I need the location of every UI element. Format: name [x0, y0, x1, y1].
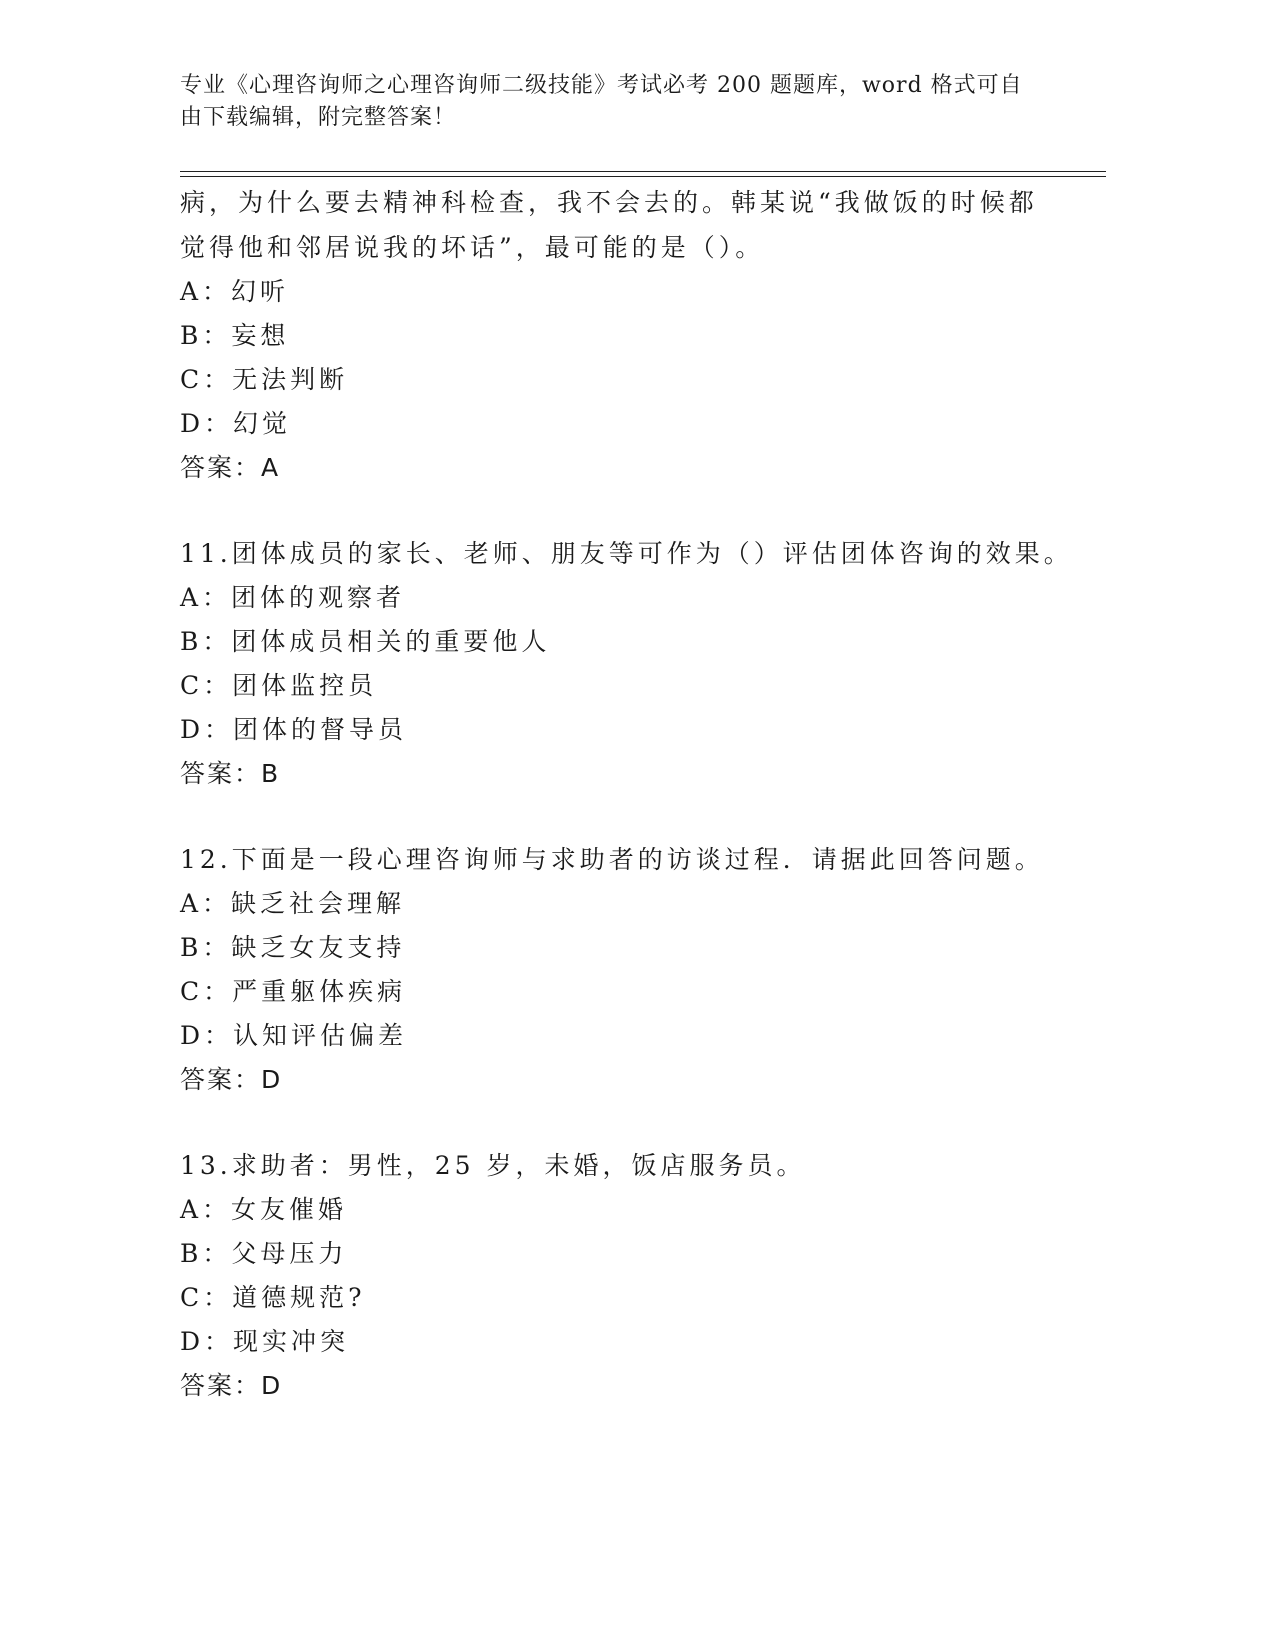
- question-block-continued: [180, 180, 1080, 490]
- option-c: C：严重躯体疾病: [180, 977, 407, 1006]
- question-stem: 12.下面是一段心理咨询师与求助者的访谈过程．请据此回答问题。: [180, 845, 1044, 874]
- option-b: B：父母压力: [180, 1239, 348, 1268]
- question-block-11: [180, 532, 1080, 796]
- question-block-13: [180, 1144, 1080, 1408]
- option-b: B：妄想: [180, 321, 290, 350]
- option-a: A：女友催婚: [180, 1195, 348, 1224]
- header-line-2: 由下载编辑，附完整答案！: [180, 105, 457, 130]
- option-d: D：团体的督导员: [180, 715, 408, 744]
- answer-label: 答案：A: [180, 453, 281, 482]
- option-b: B：缺乏女友支持: [180, 933, 406, 962]
- option-c: C：道德规范?: [180, 1283, 366, 1312]
- document-header: [180, 70, 1040, 134]
- question-stem: 11.团体成员的家长、老师、朋友等可作为（）评估团体咨询的效果。: [180, 539, 1073, 568]
- spacer: [180, 796, 1080, 838]
- option-b: B：团体成员相关的重要他人: [180, 627, 551, 656]
- answer-label: 答案：D: [180, 1371, 283, 1400]
- spacer: [180, 490, 1080, 532]
- question-list: [180, 180, 1080, 1408]
- spacer: [180, 1102, 1080, 1144]
- question-stem-continued-line-1: 病，为什么要去精神科检查，我不会去的。韩某说“我做饭的时候都: [180, 188, 1038, 217]
- question-stem: 13.求助者：男性，25 岁，未婚，饭店服务员。: [180, 1151, 806, 1180]
- option-a: A：团体的观察者: [180, 583, 406, 612]
- option-a: A：幻听: [180, 277, 290, 306]
- answer-label: 答案：D: [180, 1065, 283, 1094]
- option-d: D：现实冲突: [180, 1327, 350, 1356]
- header-line-1: 专业《心理咨询师之心理咨询师二级技能》考试必考 200 题题库，word 格式可自: [180, 73, 1023, 98]
- option-c: C：团体监控员: [180, 671, 378, 700]
- answer-label: 答案：B: [180, 759, 281, 788]
- option-d: D：认知评估偏差: [180, 1021, 408, 1050]
- option-c: C：无法判断: [180, 365, 349, 394]
- header-divider-top: [180, 171, 1106, 172]
- question-block-12: [180, 838, 1080, 1102]
- option-a: A：缺乏社会理解: [180, 889, 406, 918]
- option-d: D：幻觉: [180, 409, 292, 438]
- header-divider-bottom: [180, 176, 1106, 177]
- question-stem-continued-line-2: 觉得他和邻居说我的坏话”，最可能的是（）。: [180, 233, 765, 262]
